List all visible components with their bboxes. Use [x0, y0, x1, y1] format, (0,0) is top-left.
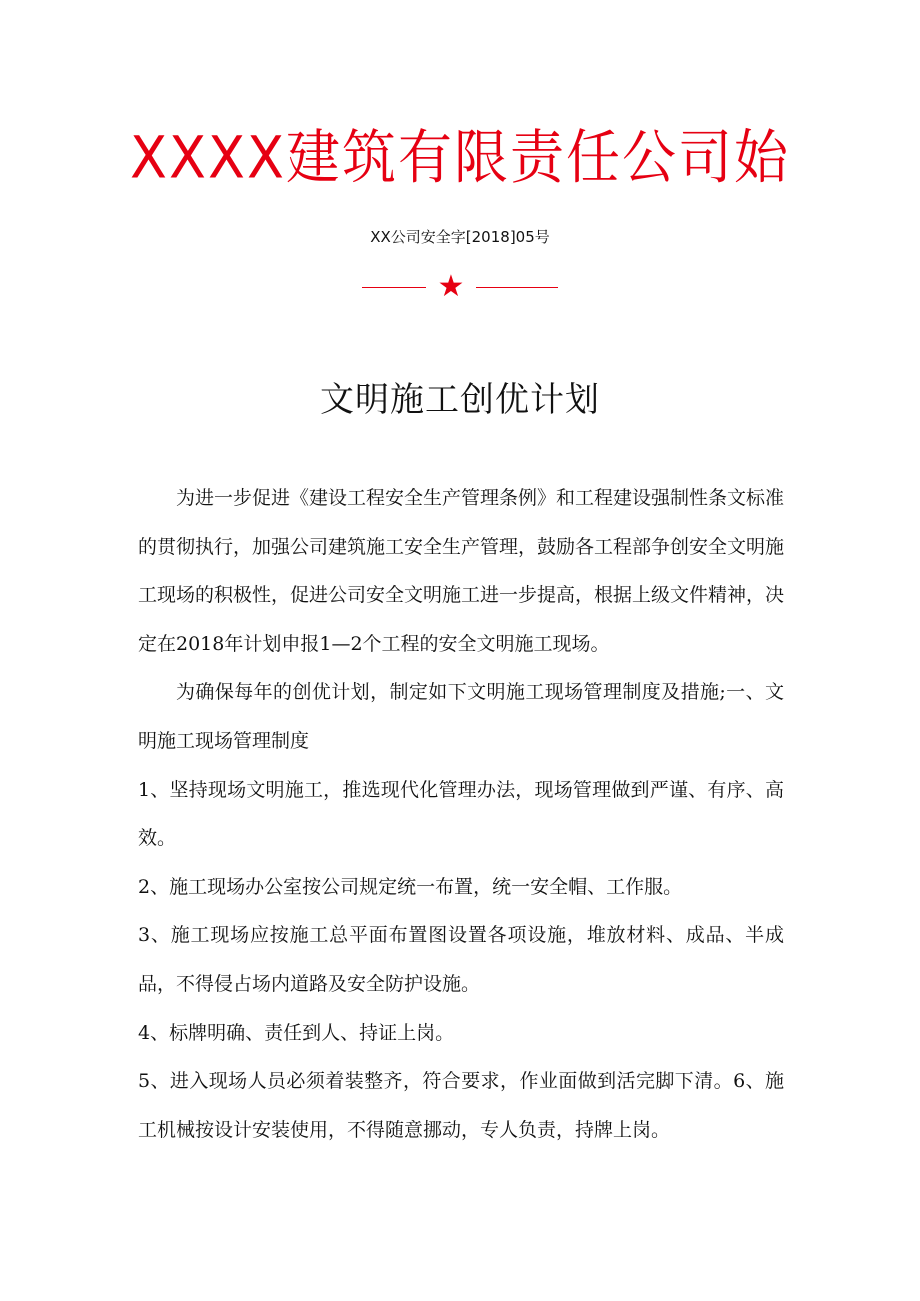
rule-item-3: 3、施工现场应按施工总平面布置图设置各项设施，堆放材料、成品、半成品，不得侵占场内道路及安全防护设施。	[138, 924, 784, 995]
divider-line-left	[362, 287, 426, 288]
rule-item-5-6: 5、进入现场人员必须着装整齐，符合要求，作业面做到活完脚下清。6、施工机械按设计安装使用，不得随意挪动，专人负责，持牌上岗。	[138, 1070, 784, 1141]
plan-paragraph: 为确保每年的创优计划，制定如下文明施工现场管理制度及措施;一、文明施工现场管理制度	[138, 681, 784, 752]
intro-paragraph: 为进一步促进《建设工程安全生产管理条例》和工程建设强制性条文标准的贯彻执行，加强公司建筑施工安全生产管理，鼓励各工程部争创安全文明施工现场的积极性，促进公司安全文明施工进一步提高，根据上级文件精神，决定在2018年计划申报1—2个工程的安全文明施工现场。	[138, 487, 785, 655]
company-title: XXXX建筑有限责任公司始	[130, 123, 790, 192]
rule-item-4: 4、标牌明确、责任到人、持证上岗。	[138, 1021, 455, 1044]
document-number: XX公司安全字[2018]05号	[370, 228, 550, 246]
divider-line-right	[476, 287, 558, 288]
document-body	[138, 474, 784, 1154]
rule-item-1: 1、坚持现场文明施工，推选现代化管理办法，现场管理做到严谨、有序、高效。	[138, 778, 784, 850]
document-title: 文明施工创优计划	[320, 380, 600, 420]
rule-item-2: 2、施工现场办公室按公司规定统一布置，统一安全帽、工作服。	[138, 875, 683, 898]
red-star-divider	[0, 269, 920, 304]
star-icon: ★	[437, 269, 465, 304]
